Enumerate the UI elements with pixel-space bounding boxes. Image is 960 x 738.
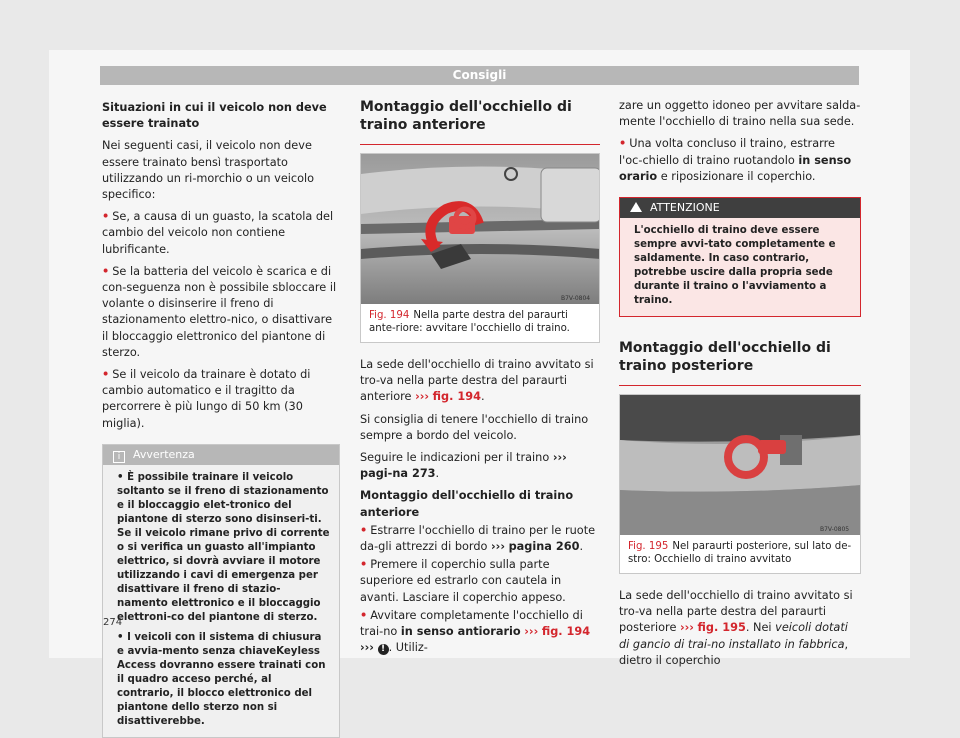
list-item: • Se, a causa di un guasto, la scatola del cambio del veicolo non contiene lubrificante.	[102, 210, 334, 256]
figure-link[interactable]: fig. 195	[697, 621, 746, 635]
figure-195	[619, 394, 861, 574]
cross-ref-arrows[interactable]: ›››	[524, 625, 539, 639]
bullet-icon: •	[102, 210, 110, 224]
warning-body: L'occhiello di traino deve essere sempre avvi-tato completamente e saldamente. In caso contrario, potrebbe uscire dalla propria sede durante il traino o l'avviamento a traino.	[634, 225, 836, 307]
intro-paragraph: Nei seguenti casi, il veicolo non deve essere trainato bensì trasportato utilizzando un ri-morchio o un veicolo specifico:	[102, 139, 315, 202]
figure-link[interactable]: fig. 194	[541, 625, 591, 639]
bullet-icon: •	[102, 264, 110, 278]
warning-box	[619, 197, 861, 317]
page-link[interactable]: pagina 260	[508, 540, 580, 554]
bullet-icon: •	[117, 471, 128, 483]
bullet-icon: •	[360, 558, 368, 572]
rear-bumper-illustration	[620, 395, 860, 535]
cross-ref-arrows[interactable]: ›››	[552, 451, 567, 465]
list-item: • Premere il coperchio sulla parte superiore ed estrarlo con cautela in avanti. Lasciare il coperchio appeso.	[360, 558, 566, 604]
section-heading: Situazioni in cui il veicolo non deve essere trainato	[102, 101, 327, 131]
figure-code: B7V-0805	[820, 526, 850, 534]
page-number: 274	[103, 617, 123, 628]
bullet-icon: •	[360, 608, 368, 622]
list-item: • Se il veicolo da trainare è dotato di cambio automatico e il tragitto da percorrere è più lungo di 50 km (30 miglia).	[102, 368, 311, 430]
page-link[interactable]: pagi-na 273	[360, 467, 436, 481]
paragraph: Seguire le indicazioni per il traino ››› pagi-na 273.	[360, 451, 567, 481]
section-title: Montaggio dell'occhiello di traino posteriore	[619, 339, 861, 386]
bullet-icon: •	[102, 368, 110, 382]
paragraph: La sede dell'occhiello di traino avvitato si tro-va nella parte destra del paraurti anteriore ››› fig. 194.	[360, 358, 594, 404]
bumper-illustration	[361, 154, 599, 304]
figure-image	[361, 154, 599, 304]
section-title: Montaggio dell'occhiello di traino anteriore	[360, 98, 600, 145]
warning-header: ATTENZIONE	[620, 198, 860, 218]
figure-caption: Fig. 194 Nella parte destra del paraurti ante-riore: avvitare l'occhiello di traino.	[369, 310, 570, 334]
bullet-icon: •	[360, 523, 368, 537]
cross-ref-arrows[interactable]: ›››	[679, 621, 694, 635]
cross-ref-arrows[interactable]: ›››	[491, 540, 505, 554]
list-item: • I veicoli con il sistema di chiusura e avvia-mento senza chiaveKeyless Access dovranno essere trainati con il quadro acceso perché, al contrario, il blocco elettronico del piantone dello sterzo non si disattiverebbe.	[117, 631, 326, 727]
chapter-header: Consigli	[100, 66, 859, 85]
list-item: • Estrarre l'occhiello di traino per le ruote da-gli attrezzi di bordo ››› pagina 260.	[360, 523, 596, 554]
figure-image	[620, 395, 860, 535]
warning-icon	[630, 202, 642, 212]
list-item: • Se la batteria del veicolo è scarica e di con-seguenza non è possibile sbloccare il volante o disinserire il freno di stazionamento elettro-nico, o disattivare il bloccaggio elettronico del piantone di sterzo.	[102, 264, 337, 359]
cross-ref-arrows[interactable]: ›››	[415, 390, 430, 404]
note-header: i Avvertenza	[103, 445, 339, 465]
note-body	[103, 465, 339, 737]
paragraph: zare un oggetto idoneo per avvitare salda-mente l'occhiello di traino nella sua sede.	[619, 99, 861, 129]
list-item: • Avvitare completamente l'occhiello di trai-no in senso antiorario ››› fig. 194 ››› ! . Utiliz-	[360, 608, 591, 655]
figure-194	[360, 153, 600, 343]
info-icon: i	[113, 451, 125, 463]
bullet-icon: •	[619, 137, 627, 151]
note-box	[102, 444, 340, 738]
list-item: • Una volta concluso il traino, estrarre l'oc-chiello di traino ruotandolo in senso orario e riposizionare il coperchio.	[619, 137, 852, 183]
column-middle	[360, 98, 600, 662]
cross-ref-arrows[interactable]: ›››	[360, 641, 374, 655]
bullet-icon: •	[117, 631, 128, 643]
subheading: Montaggio dell'occhiello di traino anteriore	[360, 489, 574, 519]
paragraph: La sede dell'occhiello di traino avvitato si tro-va nella parte destra del paraurti posteriore ››› fig. 195. Nei veicoli dotati di gancio di trai-no installato in fabbrica, dietro il coperchio	[619, 589, 853, 667]
figure-caption: Fig. 195 Nel paraurti posteriore, sul lato de-stro: Occhiello di traino avvitato	[628, 541, 852, 566]
column-right	[619, 98, 861, 675]
paragraph: Si consiglia di tenere l'occhiello di traino sempre a bordo del veicolo.	[360, 412, 589, 442]
figure-code: B7V-0804	[561, 295, 591, 302]
figure-link[interactable]: fig. 194	[432, 390, 481, 404]
list-item: • È possibile trainare il veicolo soltanto se il freno di stazionamento e il bloccaggio elet-tronico del piantone di sterzo sono disinseri-ti. Se il veicolo rimane privo di corrente o si verifica un guasto all'impianto elettrico, si dovrà avviare il motore utilizzando i cavi di emergenza per disattivare il freno di stazio-namento elettronico e il bloccaggio elettroni-co del piantone di sterzo.	[117, 471, 330, 623]
warning-exclamation-icon[interactable]: !	[378, 644, 389, 655]
column-left	[102, 100, 340, 738]
